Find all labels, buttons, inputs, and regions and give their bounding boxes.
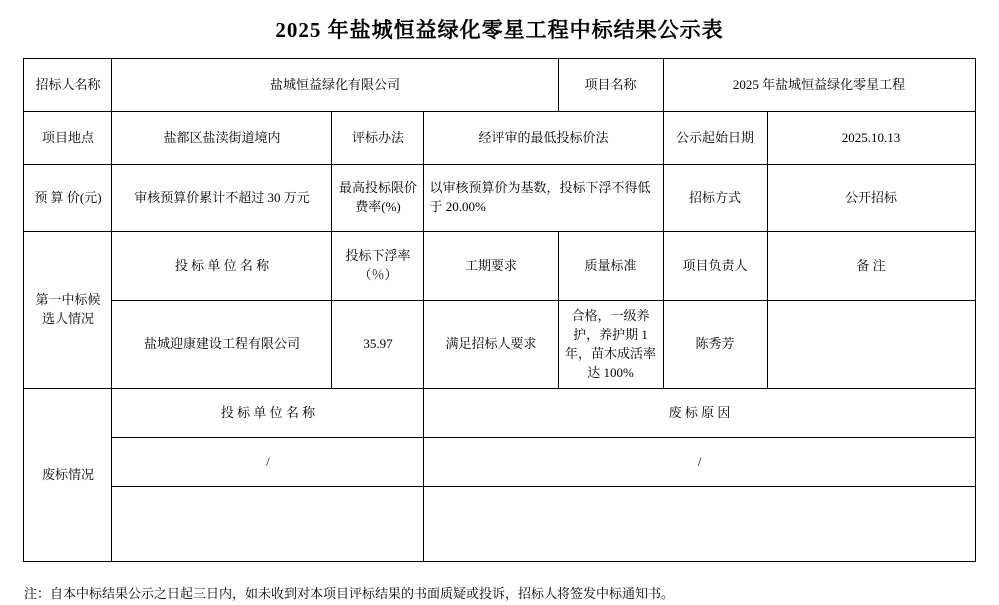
table-row-first-candidate-header <box>24 232 975 301</box>
table-row-waste-value <box>24 438 975 487</box>
cell-head-waste-unit: 投 标 单 位 名 称 <box>112 389 424 438</box>
cell-head-remark: 备 注 <box>767 232 975 301</box>
table-row-site <box>24 112 975 165</box>
cell-label-first-candidate: 第一中标候选人情况 <box>24 232 112 389</box>
cell-label-bidder-name: 招标人名称 <box>24 59 112 112</box>
cell-value-unit-name: 盐城迎康建设工程有限公司 <box>112 301 332 389</box>
cell-head-quality: 质量标准 <box>558 232 663 301</box>
cell-label-eval-method: 评标办法 <box>332 112 424 165</box>
cell-value-duration: 满足招标人要求 <box>424 301 558 389</box>
cell-label-waste: 废标情况 <box>24 389 112 562</box>
cell-value-project-site: 盐都区盐渎街道境内 <box>112 112 332 165</box>
table-row-bidder <box>24 59 975 112</box>
cell-value-quality: 合格，一级养护，养护期 1 年，苗木成活率达 100% <box>558 301 663 389</box>
table-row-first-candidate-value <box>24 301 975 389</box>
cell-label-start-date: 公示起始日期 <box>663 112 767 165</box>
footer-note: 注：自本中标结果公示之日起三日内，如未收到对本项目评标结果的书面质疑或投诉，招标人将签发中标通知书。 <box>24 586 675 602</box>
cell-label-budget: 预 算 价(元) <box>24 165 112 232</box>
cell-empty-waste-unit <box>112 487 424 562</box>
cell-empty-waste-reason <box>424 487 975 562</box>
cell-head-manager: 项目负责人 <box>663 232 767 301</box>
cell-value-max-rate: 以审核预算价为基数，投标下浮不得低于 20.00% <box>424 165 663 232</box>
cell-value-discount-rate: 35.97 <box>332 301 424 389</box>
table-row-budget <box>24 165 975 232</box>
cell-value-remark <box>767 301 975 389</box>
bid-result-table <box>23 58 975 562</box>
cell-value-eval-method: 经评审的最低投标价法 <box>424 112 663 165</box>
cell-value-start-date: 2025.10.13 <box>767 112 975 165</box>
cell-label-bid-mode: 招标方式 <box>663 165 767 232</box>
cell-label-project-site: 项目地点 <box>24 112 112 165</box>
cell-value-waste-unit: / <box>112 438 424 487</box>
cell-value-bidder-name: 盐城恒益绿化有限公司 <box>112 59 558 112</box>
cell-value-project-name: 2025 年盐城恒益绿化零星工程 <box>663 59 975 112</box>
table-row-waste-header <box>24 389 975 438</box>
cell-value-waste-reason: / <box>424 438 975 487</box>
table-row-waste-empty <box>24 487 975 562</box>
cell-head-waste-reason: 废 标 原 因 <box>424 389 975 438</box>
cell-head-unit-name: 投 标 单 位 名 称 <box>112 232 332 301</box>
cell-label-project-name: 项目名称 <box>558 59 663 112</box>
cell-value-budget: 审核预算价累计不超过 30 万元 <box>112 165 332 232</box>
cell-head-duration: 工期要求 <box>424 232 558 301</box>
cell-head-discount-rate: 投标下浮率（％） <box>332 232 424 301</box>
cell-value-manager: 陈秀芳 <box>663 301 767 389</box>
page-title: 2025 年盐城恒益绿化零星工程中标结果公示表 <box>275 18 724 42</box>
cell-label-max-rate: 最高投标限价费率(%) <box>332 165 424 232</box>
cell-value-bid-mode: 公开招标 <box>767 165 975 232</box>
